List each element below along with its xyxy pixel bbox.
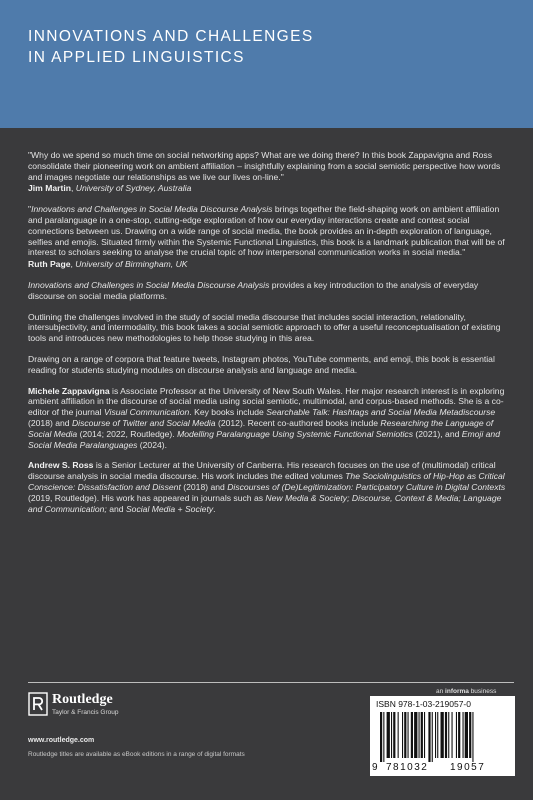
barcode-bar [437,712,438,758]
endorsement-text: "Why do we spend so much time on social networking apps? What are we doing there? In this book Zappavigna and Ross consolidate their pioneering work on ambient affiliation – insightfully explaining from a social semiotic perspective how words and images negotiate our relationships as we live our lives on-line." [28,150,501,182]
barcode-bar [463,712,464,758]
bio-title: Emoji and Social Media Paralanguages [28,428,500,450]
open-quote: " [28,204,32,215]
bio-text: (2012). Recent co-authored books include [215,417,381,428]
series-title-line-1: INNOVATIONS AND CHALLENGES [28,28,314,45]
description-text: provides a key introduction to the analysis of everyday discourse on social media platforms. [28,279,479,301]
informa-brand: informa [445,688,469,695]
bio-text: is Associate Professor at the University of New South Wales. Her major research interest is in exploring ambient affiliation in the discourse of social media using social semiotic, multimodal, and corpus-based methods. She is a co-editor of the journal [28,385,505,418]
bio-text: (2018) and [180,481,228,492]
back-cover-text [28,150,514,524]
barcode-bar [421,712,423,758]
author-name: Ruth Page [28,259,71,270]
isbn-number: ISBN 978-1-03-219057-0 [376,699,471,709]
bio-title: The Sociolinguistics of Hip-Hop as Critical Conscience: Dissatisfaction and Dissent [28,471,505,492]
publisher-name: Routledge [52,692,113,707]
bio-text: . [213,503,216,514]
publisher-website[interactable]: www.routledge.com [28,737,95,744]
barcode-bar [393,712,395,758]
barcode-bar [465,712,468,758]
author-name: Jim Martin [28,183,71,194]
informa-business-tag [436,688,496,695]
bio-text: . Key books include [189,407,267,418]
barcode-bar [456,712,457,758]
series-banner [0,0,533,128]
barcode-bar [472,712,473,762]
bio-title: Searchable Talk: Hashtags and Social Media Metadiscourse [266,407,496,418]
description-paragraph-3: Drawing on a range of corpora that feature tweets, Instagram photos, YouTube comments, and emoji, this book is essential reading for students studying modules on discourse analysis and language and media. [28,353,495,375]
informa-suffix: business [468,688,497,695]
barcode-first-digit: 9 [372,762,378,773]
barcode-bar [458,712,460,758]
barcode-bar [398,712,399,758]
barcode-bar [424,712,425,758]
author-bio-zappavigna [28,386,514,451]
barcode-bar [448,712,449,758]
endorsement-martin [28,150,514,194]
publisher-group: Taylor & Francis Group [52,709,119,716]
bio-text: (2021), and [413,428,462,439]
barcode-bar [408,712,409,758]
barcode-bar [432,712,433,762]
bio-title: Discourses of (De)Legitimization: Participatory Culture in Digital Contexts [227,481,506,492]
routledge-r-icon [28,692,48,716]
bio-text: (2014; 2022, Routledge). [77,428,178,439]
informa-prefix: an [436,688,446,695]
author-bio-ross [28,460,514,514]
barcode-bar [435,712,436,758]
bio-text: (2024). [137,439,168,450]
series-title [28,26,314,68]
endorsement-page [28,204,514,270]
endorsement-author: Ruth Page, University of Birmingham, UK [28,259,188,270]
barcode-bar [445,712,447,758]
bio-text: is a Senior Lecturer at the University of Canberra. His research focuses on the use of (multimodal) critical discourse analysis in social media discourse. His work includes the edited volumes [28,460,496,482]
bio-title: Social Media + Society [125,503,214,514]
book-title-italic: Innovations and Challenges in Social Media Discourse Analysis [31,204,273,215]
endorsement-author: Jim Martin, University of Sydney, Australia [28,183,192,194]
bio-text: (2018) and [28,417,72,428]
bio-title: New Media & Society; Discourse, Context & Media; Language and Communication; [28,492,502,514]
book-title-italic: Innovations and Challenges in Social Media Discourse Analysis [28,279,270,290]
publisher-logo [28,692,178,732]
description-paragraph-1 [28,280,514,302]
bio-title: Visual Communication [103,407,190,418]
endorsement-body: brings together the field-shaping work on ambient affiliation and paralanguage in a one-stop, cutting-edge exploration of how our everyday interactions create and contest social connections between us. Drawing on a wide range of social media, the book provides an in-depth exploration of language, selfies and emojis. Situated firmly within the Systemic Functional Linguistics, this book is a landmark publication that will be of interest to scholars seeking to analyse the crucial topic of how interpersonal communication works in social media." [28,204,505,258]
barcode-bar [414,712,417,758]
endorsement-text [28,204,514,258]
bio-text: (2019, Routledge). His work has appeared in journals such as [28,492,266,503]
series-title-line-2: IN APPLIED LINGUISTICS [28,49,245,66]
bio-title: Discourse of Twitter and Social Media [71,417,216,428]
bio-author-name: Andrew S. Ross [28,460,94,471]
barcode-bar [391,712,392,758]
barcode-bar [380,712,382,762]
footer-divider [28,682,514,683]
barcode-bar [441,712,444,758]
bio-title: Modelling Paralanguage Using Systemic Functional Semiotics [177,428,414,439]
barcode-bar [383,712,384,762]
barcode-left-digits: 781032 [386,762,429,773]
barcode-bar [452,712,453,758]
barcode-bar [402,712,403,758]
barcode-right-digits: 19057 [450,762,486,773]
author-affiliation: University of Birmingham, UK [75,259,188,270]
bio-author-name: Michele Zappavigna [28,385,110,396]
barcode-bar [387,712,390,758]
barcode-bar [404,712,406,758]
isbn-barcode [370,696,515,776]
bio-text: and [106,503,126,514]
bio-title: Researching the Language of Social Media [28,417,494,439]
barcode-bar [411,712,413,758]
barcode-icon [380,712,505,762]
barcode-bar [428,712,430,762]
barcode-bar [469,712,471,758]
ebook-note: Routledge titles are available as eBook editions in a range of digital formats [28,751,245,758]
barcode-bar [419,712,420,758]
author-affiliation: University of Sydney, Australia [75,183,192,194]
description-paragraph-2: Outlining the challenges involved in the study of social media discourse that includes social interaction, relationality, intersubjectivity, and intermodality, this book takes a social semiotic approach to offer a useful reconceptualisation of existing tools and introduces new methodologies to help those studying in this area. [28,311,501,344]
